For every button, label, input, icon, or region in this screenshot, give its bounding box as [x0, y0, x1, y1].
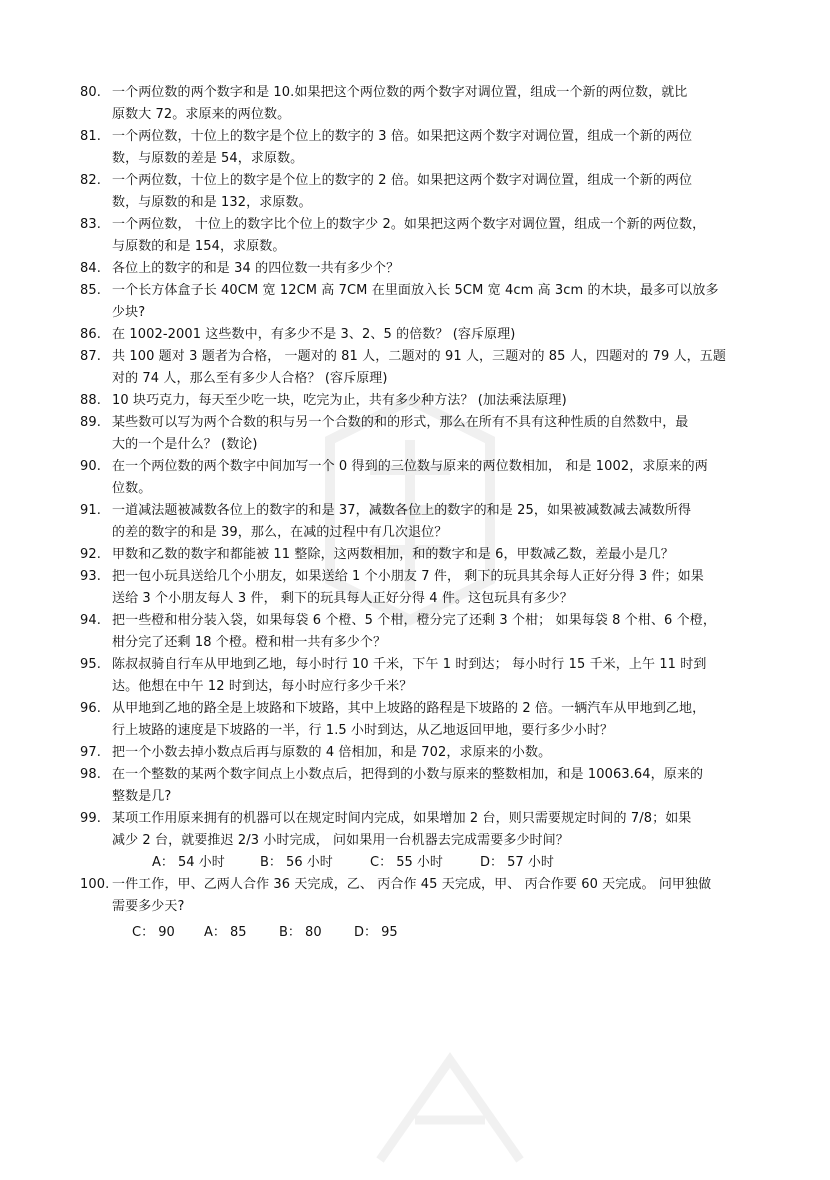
problem-number: 98.	[80, 767, 101, 782]
problem-number: 88.	[80, 393, 101, 408]
problem-text-line: 甲数和乙数的数字和都能被 11 整除，这两数相加，和的数字和是 6，甲数减乙数，差最小是几？	[112, 547, 674, 562]
problem-number: 94.	[80, 613, 101, 628]
problem-97	[0, 742, 776, 764]
choices-100	[0, 922, 830, 944]
problem-text-line: 在 1002-2001 这些数中，有多少不是 3、2、5 的倍数？ (容斥原理)	[112, 327, 516, 342]
problem-number: 99.	[80, 811, 101, 826]
problem-91	[0, 500, 776, 544]
choice-option: D： 95	[354, 925, 398, 940]
problem-text-line: 整数是几?	[112, 789, 172, 804]
choice-option: A： 54 小时	[152, 855, 225, 870]
choice-option: D： 57 小时	[480, 855, 554, 870]
choice-option: C： 55 小时	[370, 855, 443, 870]
problem-number: 84.	[80, 261, 101, 276]
problem-text-line: 一件工作，甲、乙两人合作 36 天完成，乙、 丙合作 45 天完成，甲、 丙合作要 60 天完成。 问甲独做	[112, 877, 712, 892]
problem-text-line: 10 块巧克力，每天至少吃一块，吃完为止，共有多少种方法？ (加法乘法原理)	[112, 393, 567, 408]
problem-number: 95.	[80, 657, 101, 672]
problem-number: 85.	[80, 283, 101, 298]
problem-92	[0, 544, 776, 566]
problem-text-line: 减少 2 台，就要推迟 2/3 小时完成， 问如果用一台机器去完成需要多少时间？	[112, 833, 569, 848]
problem-number: 81.	[80, 129, 101, 144]
watermark-seal-bottom	[360, 1040, 540, 1180]
problem-83	[0, 214, 776, 258]
problem-text-line: 的差的数字的和是 39，那么，在减的过程中有几次退位？	[112, 525, 448, 540]
problem-text-line: 与原数的和是 154，求原数。	[112, 239, 286, 254]
problem-99	[0, 808, 776, 852]
choices-99	[0, 852, 830, 874]
problem-number: 91.	[80, 503, 101, 518]
problem-87	[0, 346, 776, 390]
problem-text-line: 大的一个是什么？ (数论)	[112, 437, 258, 452]
problem-number: 89.	[80, 415, 101, 430]
problem-96	[0, 698, 776, 742]
problem-text-line: 原数大 72。求原来的两位数。	[112, 107, 291, 122]
problem-text-line: 某些数可以写为两个合数的积与另一个合数的和的形式，那么在所有不具有这种性质的自然数中，最	[112, 415, 689, 430]
choice-option: B： 56 小时	[260, 855, 333, 870]
problem-number: 86.	[80, 327, 101, 342]
problem-80	[0, 82, 776, 126]
problem-text-line: 数，与原数的差是 54，求原数。	[112, 151, 304, 166]
choice-option: A： 85	[204, 925, 247, 940]
problem-85	[0, 280, 776, 324]
problem-text-line: 把一些橙和柑分装入袋，如果每袋 6 个橙、5 个柑，橙分完了还剩 3 个柑； 如果每袋 8 个柑、6 个橙，	[112, 613, 716, 628]
problem-number: 83.	[80, 217, 101, 232]
problem-86	[0, 324, 776, 346]
problem-number: 87.	[80, 349, 101, 364]
problem-number: 90.	[80, 459, 101, 474]
problem-94	[0, 610, 776, 654]
problem-text-line: 少块?	[112, 305, 146, 320]
problem-text-line: 陈叔叔骑自行车从甲地到乙地，每小时行 10 千米，下午 1 时到达； 每小时行 15 千米，上午 11 时到	[112, 657, 707, 672]
problem-89	[0, 412, 776, 456]
problem-text-line: 数，与原数的和是 132，求原数。	[112, 195, 312, 210]
choice-option: B： 80	[279, 925, 322, 940]
problem-84	[0, 258, 776, 280]
problem-82	[0, 170, 776, 214]
problem-93	[0, 566, 776, 610]
problem-number: 93.	[80, 569, 101, 584]
problem-number: 92.	[80, 547, 101, 562]
problem-number: 82.	[80, 173, 101, 188]
problem-text-line: 各位上的数字的和是 34 的四位数一共有多少个？	[112, 261, 400, 276]
choice-option: C： 90	[132, 925, 175, 940]
problem-number: 80.	[80, 85, 101, 100]
problem-95	[0, 654, 776, 698]
problem-81	[0, 126, 776, 170]
problem-88	[0, 390, 776, 412]
problem-text-line: 需要多少天?	[112, 899, 185, 914]
problem-text-line: 一个两位数的两个数字和是 10.如果把这个两位数的两个数字对调位置，组成一个新的两位数，就比	[112, 85, 688, 100]
problem-text-line: 对的 74 人，那么至有多少人合格？ (容斥原理)	[112, 371, 388, 386]
problem-text-line: 在一个整数的某两个数字间点上小数点后，把得到的小数与原来的整数相加，和是 10063.64，原来的	[112, 767, 704, 782]
problem-text-line: 一个两位数，十位上的数字是个位上的数字的 2 倍。如果把这两个数字对调位置，组成一个新的两位	[112, 173, 693, 188]
problem-100	[0, 874, 776, 918]
problem-text-line: 柑分完了还剩 18 个橙。橙和柑一共有多少个？	[112, 635, 387, 650]
problem-text-line: 一道减法题被减数各位上的数字的和是 37，减数各位上的数字的和是 25，如果被减数减去减数所得	[112, 503, 692, 518]
problem-number: 96.	[80, 701, 101, 716]
problem-98	[0, 764, 776, 808]
problem-number: 97.	[80, 745, 101, 760]
problem-text-line: 把一个小数去掉小数点后再与原数的 4 倍相加，和是 702，求原来的小数。	[112, 745, 552, 760]
problem-text-line: 达。他想在中午 12 时到达，每小时应行多少千米？	[112, 679, 413, 694]
problem-text-line: 一个长方体盒子长 40CM 宽 12CM 高 7CM 在里面放入长 5CM 宽 4cm 高 3cm 的木块，最多可以放多	[112, 283, 719, 298]
problem-text-line: 在一个两位数的两个数字中间加写一个 0 得到的三位数与原来的两位数相加， 和是 1002，求原来的两	[112, 459, 708, 474]
problem-text-line: 位数。	[112, 481, 152, 496]
problem-text-line: 一个两位数，十位上的数字是个位上的数字的 3 倍。如果把这两个数字对调位置，组成一个新的两位	[112, 129, 693, 144]
problem-text-line: 一个两位数， 十位上的数字比个位上的数字少 2。如果把这两个数字对调位置，组成一个新的两位数，	[112, 217, 706, 232]
problem-list	[0, 82, 830, 944]
problem-text-line: 共 100 题对 3 题者为合格， 一题对的 81 人，二题对的 91 人，三题对的 85 人，四题对的 79 人，五题	[112, 349, 726, 364]
problem-90	[0, 456, 776, 500]
problem-number: 100.	[80, 877, 110, 892]
problem-text-line: 送给 3 个小朋友每人 3 件， 剩下的玩具每人正好分得 4 件。这包玩具有多少？	[112, 591, 573, 606]
problem-text-line: 从甲地到乙地的路全是上坡路和下坡路，其中上坡路的路程是下坡路的 2 倍。一辆汽车从甲地到乙地，	[112, 701, 706, 716]
problem-text-line: 行上坡路的速度是下坡路的一半，行 1.5 小时到达，从乙地返回甲地，要行多少小时？	[112, 723, 614, 738]
problem-text-line: 把一包小玩具送给几个小朋友，如果送给 1 个小朋友 7 件， 剩下的玩具其余每人正好分得 3 件；如果	[112, 569, 704, 584]
problem-text-line: 某项工作用原来拥有的机器可以在规定时间内完成，如果增加 2 台，则只需要规定时间的 7/8；如果	[112, 811, 692, 826]
